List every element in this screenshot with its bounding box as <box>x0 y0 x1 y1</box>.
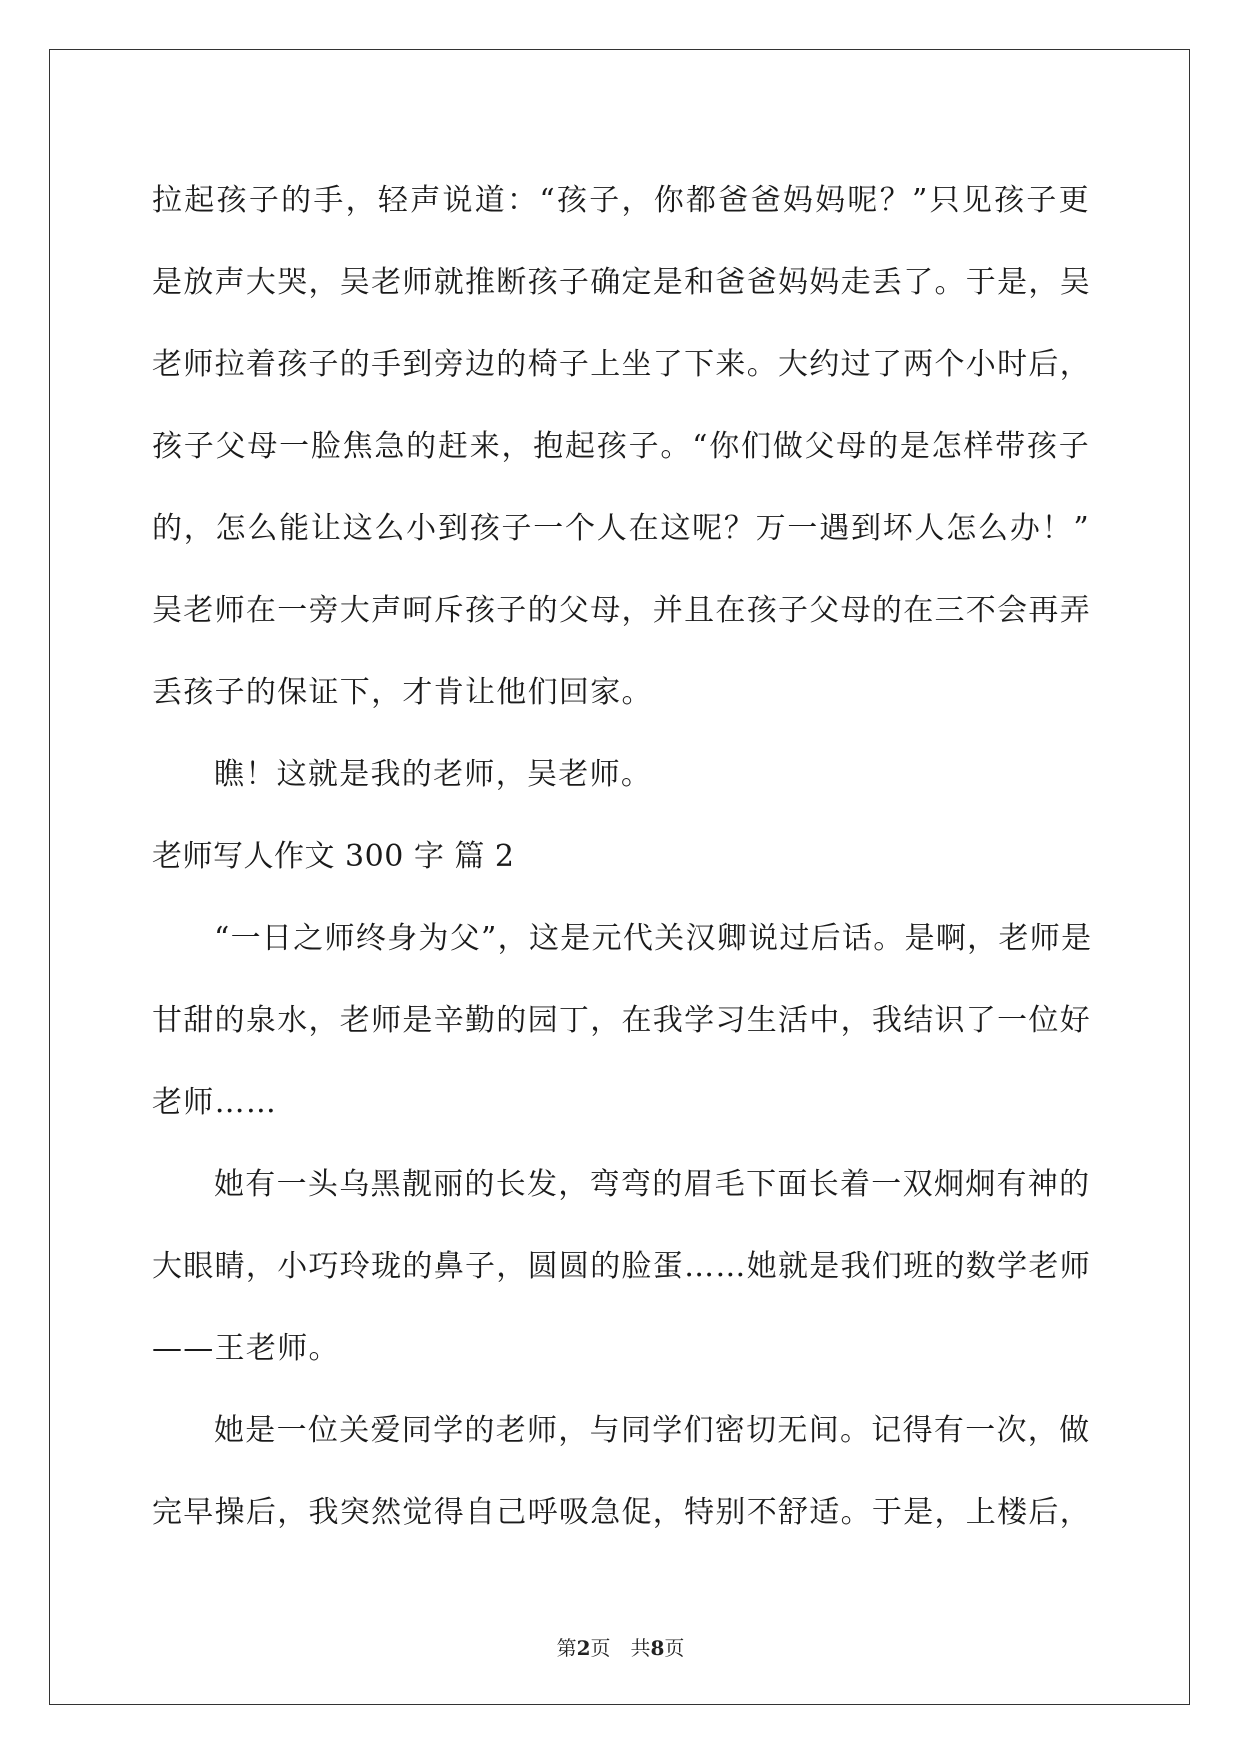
text-line: 孩子父母一脸焦急的赶来，抱起孩子。“你们做父母的是怎样带孩子 <box>152 429 1090 464</box>
text-line: 她有一头乌黑靓丽的长发，弯弯的眉毛下面长着一双炯炯有神的 <box>214 1167 1091 1202</box>
footer-total-prefix: 共 <box>630 1636 651 1660</box>
footer-prefix: 第 <box>556 1636 577 1660</box>
text-line: 老师拉着孩子的手到旁边的椅子上坐了下来。大约过了两个小时后， <box>152 347 1091 382</box>
section-heading: 老师写人作文 300 字 篇 2 <box>152 839 515 874</box>
footer-total-pages: 8 <box>650 1636 665 1660</box>
text-line: 老师…… <box>152 1085 278 1120</box>
footer-page-suffix: 页 <box>590 1636 611 1660</box>
text-line: 她是一位关爱同学的老师，与同学们密切无间。记得有一次，做 <box>214 1413 1091 1448</box>
text-line: 完早操后，我突然觉得自己呼吸急促，特别不舒适。于是，上楼后， <box>152 1495 1091 1530</box>
page-footer <box>0 1632 1241 1661</box>
text-line: 丢孩子的保证下，才肯让他们回家。 <box>152 675 653 710</box>
text-line: ——王老师。 <box>152 1331 340 1366</box>
text-line: 瞧！这就是我的老师，吴老师。 <box>214 757 653 792</box>
document-body <box>152 160 1093 1554</box>
text-line: 大眼睛，小巧玲珑的鼻子，圆圆的脸蛋……她就是我们班的数学老师 <box>152 1249 1091 1284</box>
text-line: 是放声大哭，吴老师就推断孩子确定是和爸爸妈妈走丢了。于是，吴 <box>152 265 1091 300</box>
footer-page-number: 2 <box>576 1636 591 1660</box>
footer-total-suffix: 页 <box>664 1636 685 1660</box>
text-line: 甘甜的泉水，老师是辛勤的园丁，在我学习生活中，我结识了一位好 <box>152 1003 1091 1038</box>
text-line: “一日之师终身为父”，这是元代关汉卿说过后话。是啊，老师是 <box>214 921 1093 956</box>
text-line: 吴老师在一旁大声呵斥孩子的父母，并且在孩子父母的在三不会再弄 <box>152 593 1091 628</box>
text-line: 的，怎么能让这么小到孩子一个人在这呢？万一遇到坏人怎么办！” <box>152 511 1090 546</box>
text-line: 拉起孩子的手，轻声说道：“孩子，你都爸爸妈妈呢？”只见孩子更 <box>152 183 1090 218</box>
